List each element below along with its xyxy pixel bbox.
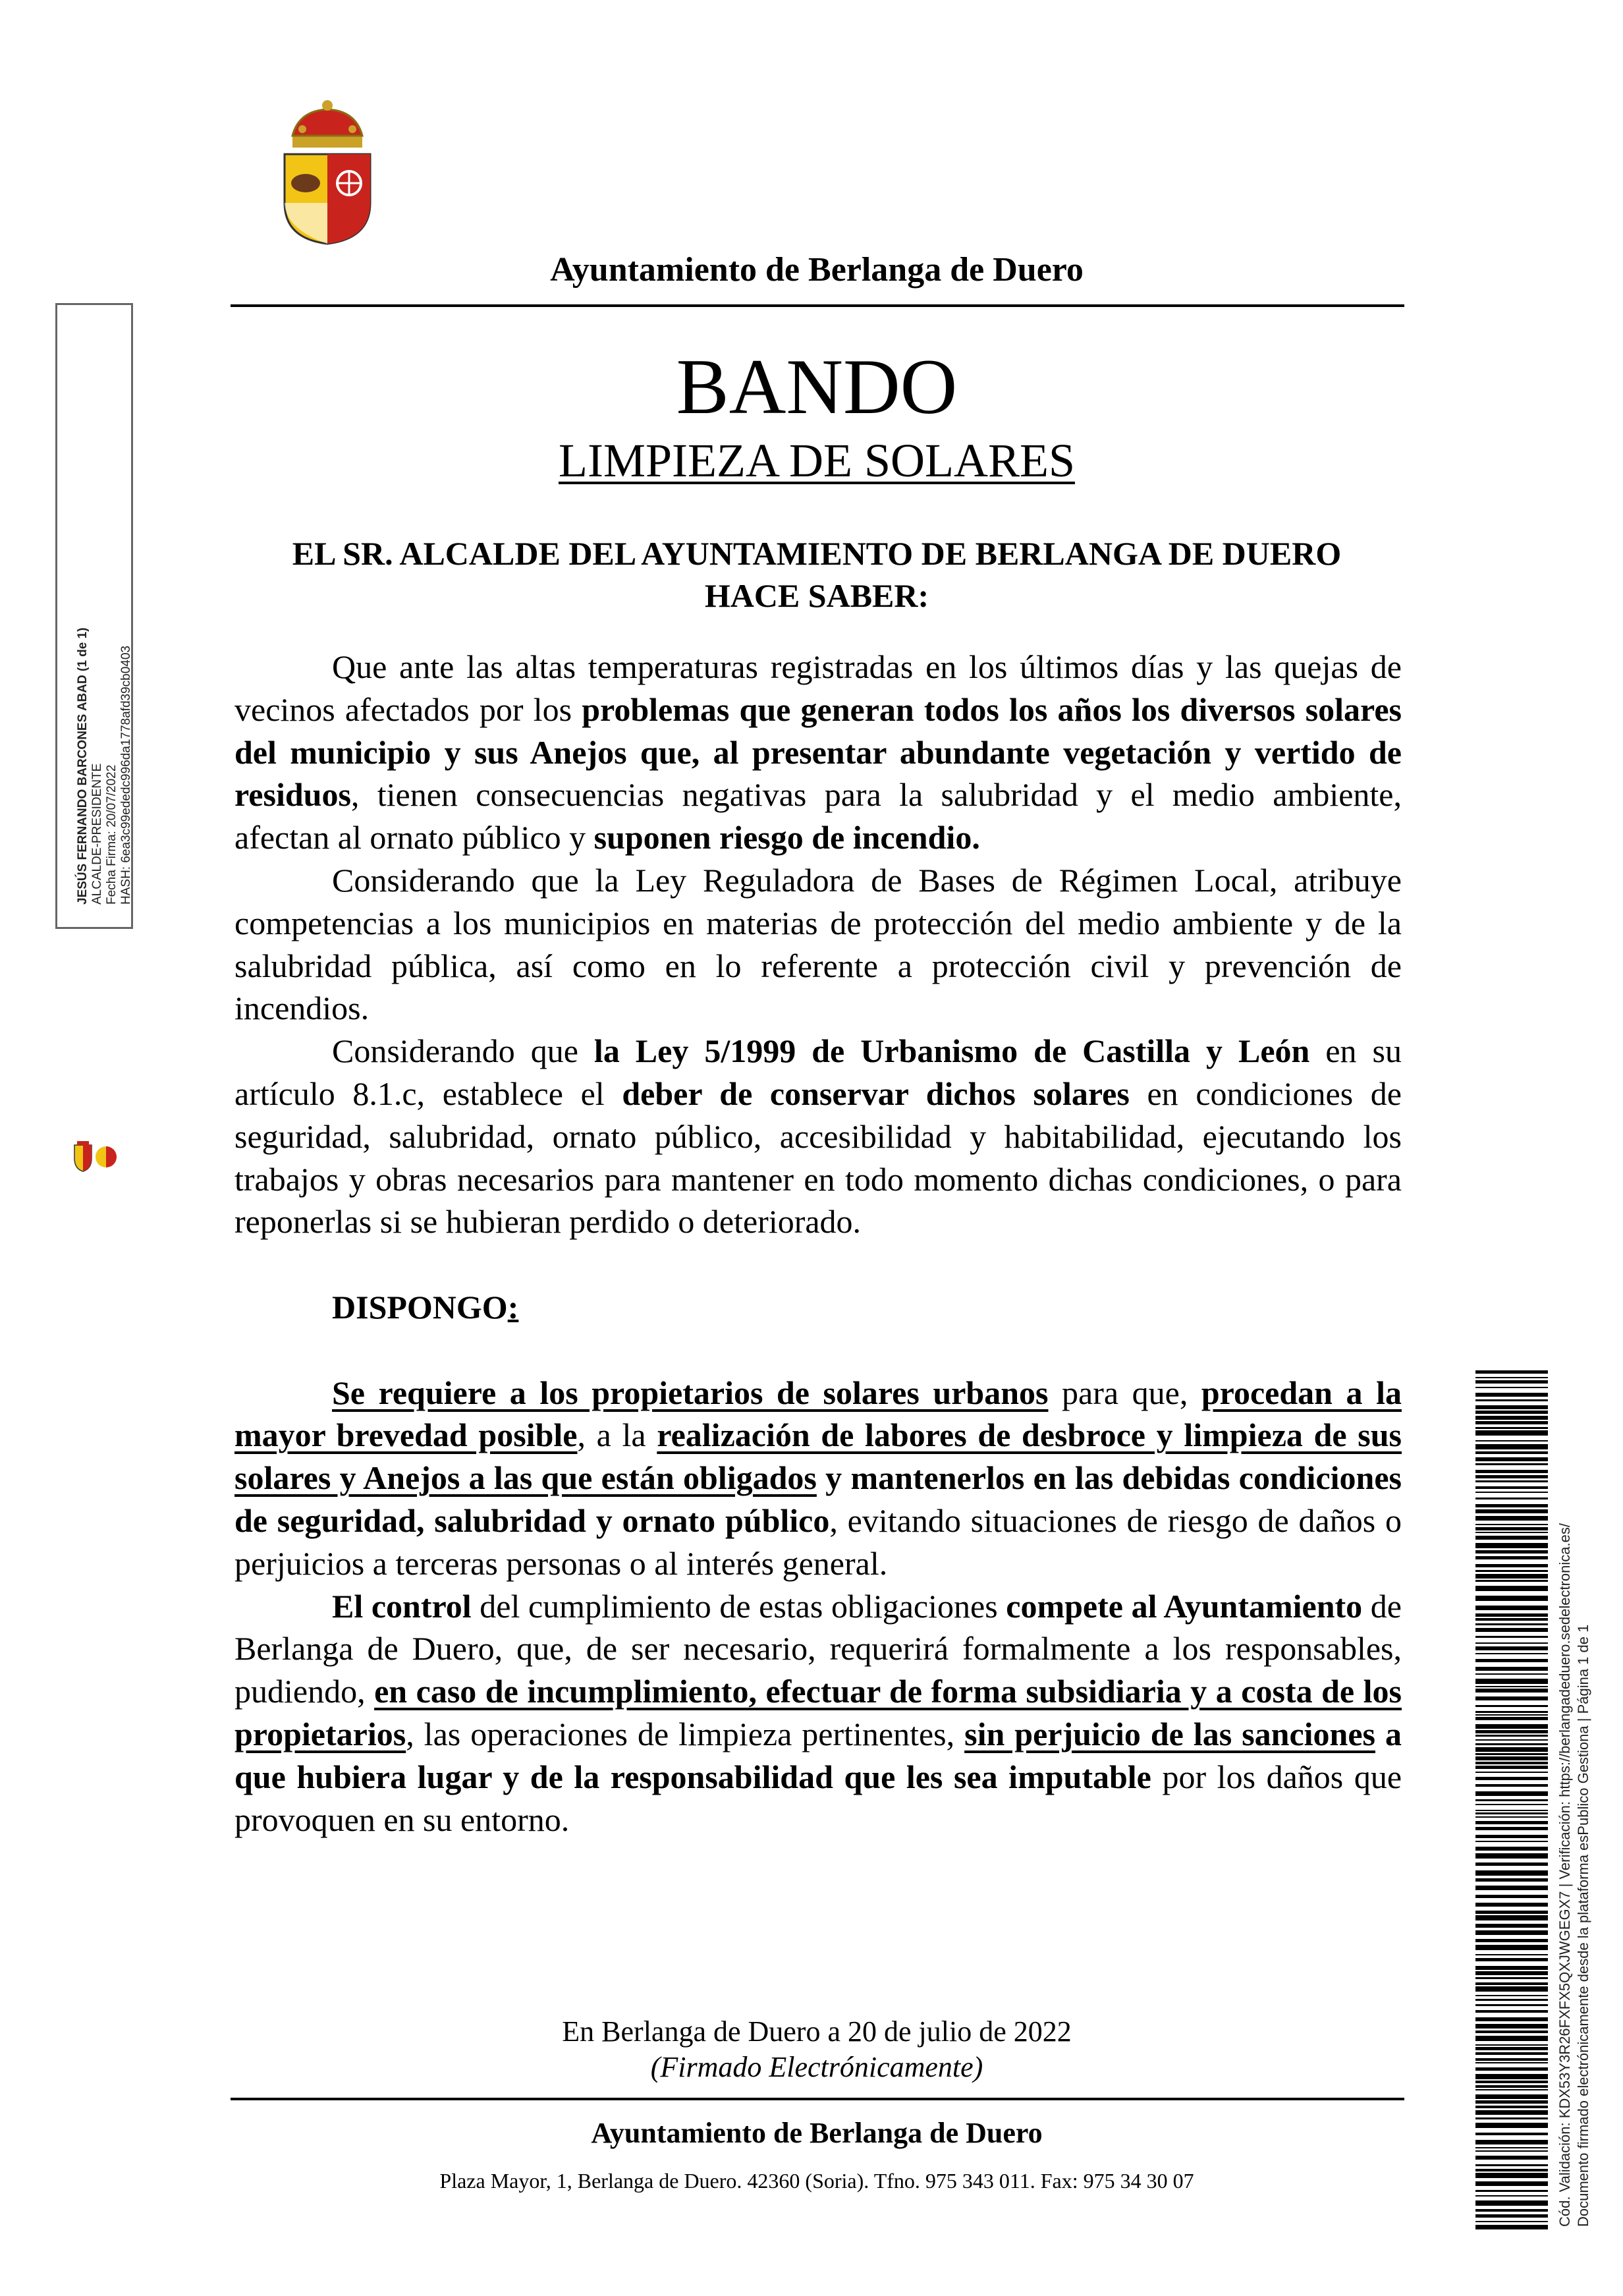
barcode-bar: [1475, 1939, 1548, 1942]
barcode-bar: [1475, 1550, 1548, 1554]
barcode-bar: [1475, 2030, 1548, 2033]
barcode-bar: [1475, 1475, 1548, 1478]
barcode-bar: [1475, 1667, 1548, 1671]
p3-text-3: en condiciones de seguridad, salubridad, ornato público, accesibilidad y habitabilidad, ejecutando los trabajos y obras necesarios para mantener en todo momento dichas condiciones, o para reponerlas si se hubieran perdido o deteriorado.: [234, 1075, 1402, 1241]
barcode-bar: [1475, 1524, 1548, 1525]
barcode-bar: [1475, 1387, 1548, 1388]
barcode-bar: [1475, 1895, 1548, 1898]
spacer: [234, 1243, 1402, 1286]
document-body: [234, 646, 1402, 1841]
barcode-bar: [1475, 1756, 1548, 1760]
barcode-bar: [1475, 1853, 1548, 1859]
barcode-bar: [1475, 1924, 1548, 1928]
barcode-bar: [1475, 1486, 1548, 1489]
barcode-bar: [1475, 1686, 1548, 1687]
stamp-text: [76, 338, 134, 905]
barcode-bar: [1475, 2010, 1548, 2013]
barcode-bar: [1475, 1911, 1548, 1914]
barcode-bar: [1475, 1735, 1548, 1737]
p4-text: para que,: [1048, 1374, 1201, 1411]
barcode-bar: [1475, 1821, 1548, 1824]
barcode-bar: [1475, 1714, 1548, 1716]
barcode-bar: [1475, 2081, 1548, 2083]
barcode-bar: [1475, 1799, 1548, 1801]
barcode-bar: [1475, 1536, 1548, 1540]
signature-date: En Berlanga de Duero a 20 de julio de 2022: [562, 2015, 1072, 2048]
signature-stamp: [55, 303, 133, 929]
barcode-bar: [1475, 1498, 1548, 1499]
subtitle-text: LIMPIEZA DE SOLARES: [558, 434, 1076, 487]
signature-note: (Firmado Electrónicamente): [650, 2051, 983, 2083]
barcode-bar: [1475, 2044, 1548, 2046]
barcode-bar: [1475, 2123, 1548, 2128]
barcode-bar: [1475, 1977, 1548, 1979]
barcode-bar: [1475, 1480, 1548, 1482]
barcode-bar: [1475, 1804, 1548, 1805]
barcode-bar: [1475, 1915, 1548, 1920]
barcode-bar: [1475, 1930, 1548, 1935]
barcode-bar: [1475, 2221, 1548, 2222]
barcode-bar: [1475, 1659, 1548, 1662]
barcode-bar: [1475, 2085, 1548, 2088]
barcode-bar: [1475, 1743, 1548, 1745]
barcode-bar: [1475, 1739, 1548, 1741]
barcode-bar: [1475, 2225, 1548, 2229]
barcode-bar: [1475, 1570, 1548, 1572]
barcode-bar: [1475, 2156, 1548, 2160]
barcode-bar: [1475, 1766, 1548, 1769]
p5-bold: El control: [332, 1587, 472, 1625]
footer-organization: Ayuntamiento de Berlanga de Duero: [591, 2117, 1043, 2149]
municipal-crest-icon: [266, 98, 389, 248]
barcode-bar: [1475, 2024, 1548, 2029]
barcode-bar: [1475, 2195, 1548, 2197]
p5-text: del cumplimiento de estas obligaciones: [471, 1587, 1006, 1625]
barcode-bar: [1475, 1878, 1548, 1882]
paragraph-4: [234, 1372, 1402, 1585]
barcode-bar: [1475, 1870, 1548, 1876]
barcode-bar: [1475, 1986, 1548, 1992]
barcode-bar: [1475, 1945, 1548, 1950]
barcode-bar: [1475, 2036, 1548, 2041]
barcode-bar: [1475, 2004, 1548, 2006]
verification-code: Cód. Validación: KDX53Y3R26FXFX5QXJWGEGX7 | Verificación: https://berlangadeduero.sedelectronica.es/: [1556, 1523, 1573, 2227]
p1-bold: problemas que generan todos los años los diversos solares del municipio y sus Anejos que, al presentar abundante vegetación y vertido de residuos: [234, 690, 1402, 814]
barcode-bar: [1475, 1679, 1548, 1684]
intro-line-1: EL SR. ALCALDE DEL AYUNTAMIENTO DE BERLANGA DE DUERO: [292, 535, 1342, 572]
barcode-bar: [1475, 1427, 1548, 1429]
barcode-bar: [1475, 1999, 1548, 2001]
intro-line-2: HACE SABER:: [704, 577, 929, 614]
p1-text-2: , tienen consecuencias negativas para la salubridad y el medio ambiente, afectan al ornato público y: [234, 776, 1402, 856]
barcode-bar: [1475, 1504, 1548, 1507]
barcode-bar: [1475, 1642, 1548, 1644]
barcode-bar: [1475, 1421, 1548, 1424]
barcode-bar: [1475, 1772, 1548, 1773]
barcode-bar: [1475, 2214, 1548, 2218]
barcode-bar: [1475, 1532, 1548, 1533]
p5-bold-underline-2: sin perjuicio de las sanciones: [964, 1715, 1376, 1752]
barcode-bar: [1475, 1784, 1548, 1787]
barcode-bar: [1475, 2181, 1548, 2186]
paragraph-1: [234, 646, 1402, 859]
barcode-bar: [1475, 2017, 1548, 2021]
barcode-bar: [1475, 1730, 1548, 1733]
barcode-bar: [1475, 2200, 1548, 2206]
verification-text: [1556, 1351, 1593, 2227]
barcode-bar: [1475, 2117, 1548, 2119]
barcode-bar: [1475, 1440, 1548, 1442]
barcode-bar: [1475, 1847, 1548, 1851]
p3-bold-2: deber de conservar dichos solares: [622, 1075, 1130, 1112]
barcode-bar: [1475, 1673, 1548, 1675]
intro-block: [231, 532, 1403, 617]
barcode-bar: [1475, 2169, 1548, 2171]
p3-text: Considerando que: [332, 1032, 594, 1070]
barcode-bar: [1475, 2140, 1548, 2144]
barcode-bar: [1475, 1886, 1548, 1890]
barcode-bar: [1475, 1711, 1548, 1713]
barcode-bar: [1475, 2133, 1548, 2135]
barcode-bar: [1475, 1954, 1548, 1955]
barcode-bar: [1475, 2147, 1548, 2148]
barcode-bar: [1475, 1653, 1548, 1654]
header-organization: Ayuntamiento de Berlanga de Duero: [550, 251, 1084, 289]
barcode-bar: [1475, 1463, 1548, 1465]
barcode-bar: [1475, 1958, 1548, 1961]
document-subtitle: [231, 434, 1403, 488]
barcode-bar: [1475, 1411, 1548, 1414]
p1-text: Que ante las altas temperaturas registradas en los últimos días y las quejas de vecinos afectados por los: [234, 648, 1402, 728]
barcode-bar: [1475, 2094, 1548, 2099]
p5-bold-3: a que hubiera lugar y de la responsabilidad que les sea imputable: [234, 1715, 1402, 1795]
barcode-bar: [1475, 1370, 1548, 1374]
barcode-bar: [1475, 2067, 1548, 2071]
p5-bold-2: compete al Ayuntamiento: [1006, 1587, 1363, 1625]
barcode-bar: [1475, 2100, 1548, 2104]
barcode-bar: [1475, 1862, 1548, 1866]
footer-rule: [231, 2098, 1404, 2100]
p5-text-2: de Berlanga de Duero, que, de ser necesario, requerirá formalmente a los responsables, pudiendo,: [234, 1587, 1402, 1710]
p4-bold: y mantenerlos en las debidas condiciones de seguridad, salubridad y ornato público: [234, 1459, 1402, 1539]
barcode-bar: [1475, 1971, 1548, 1975]
barcode-bar: [1475, 1791, 1548, 1796]
barcode-bar: [1475, 1457, 1548, 1461]
p5-text-4: por los daños que provoquen en su entorno.: [234, 1758, 1402, 1838]
barcode-bar: [1475, 2089, 1548, 2090]
p1-bold-2: suponen riesgo de incendio.: [593, 819, 980, 856]
barcode-bar: [1475, 2164, 1548, 2166]
barcode-bar: [1475, 1623, 1548, 1625]
p4-text-3: , evitando situaciones de riesgo de daños o perjuicios a terceras personas o al interés general.: [234, 1501, 1402, 1582]
barcode-bar: [1475, 1556, 1548, 1559]
barcode-bar: [1475, 2209, 1548, 2212]
p5-text-3: , las operaciones de limpieza pertinentes,: [406, 1715, 965, 1752]
barcode-bar: [1475, 1827, 1548, 1830]
stamp-crest-icon: [72, 1138, 118, 1179]
barcode-bar: [1475, 1574, 1548, 1579]
barcode-bar: [1475, 1405, 1548, 1409]
dispongo-heading: [234, 1286, 1402, 1329]
barcode-bar: [1475, 2052, 1548, 2055]
header-rule: [231, 304, 1404, 307]
barcode-bar: [1475, 1982, 1548, 1985]
p4-text-2: , a la: [577, 1416, 657, 1454]
verification-platform: Documento firmado electrónicamente desde la plataforma esPublico Gestiona | Página 1 de 1: [1575, 1624, 1591, 2227]
paragraph-2: Considerando que la Ley Reguladora de Bases de Régimen Local, atribuye competencias a los municipios en materias de protección del medio ambiente y de la salubridad pública, así como en lo referente a protección civil y prevención de incendios.: [234, 861, 1402, 1027]
barcode-bar: [1475, 1596, 1548, 1601]
barcode-bar: [1475, 2190, 1548, 2192]
barcode-bar: [1475, 1810, 1548, 1811]
p5-bold-underline: en caso de incumplimiento, efectuar de forma subsidiaria y a costa de los propietarios: [234, 1673, 1402, 1752]
barcode-bar: [1475, 1606, 1548, 1610]
barcode-bar: [1475, 1747, 1548, 1752]
barcode-bar: [1475, 1399, 1548, 1401]
barcode-bar: [1475, 1816, 1548, 1818]
barcode-bar: [1475, 1380, 1548, 1384]
barcode-bar: [1475, 1636, 1548, 1638]
barcode-bar: [1475, 1646, 1548, 1650]
barcode-bar: [1475, 1451, 1548, 1454]
barcode-bar: [1475, 1470, 1548, 1473]
barcode-bar: [1475, 2150, 1548, 2152]
paragraph-5: [234, 1585, 1402, 1841]
barcode-bar: [1475, 1966, 1548, 1970]
barcode-bar: [1475, 1841, 1548, 1842]
barcode-bar: [1475, 1416, 1548, 1420]
document-title: BANDO: [676, 343, 958, 430]
dispongo-colon: :: [507, 1288, 519, 1326]
barcode-bar: [1475, 2062, 1548, 2063]
dispongo-text: DISPONGO: [332, 1288, 508, 1326]
barcode-bar: [1475, 1430, 1548, 1436]
barcode-bar: [1475, 2058, 1548, 2061]
barcode-bar: [1475, 1377, 1548, 1378]
barcode-bar: [1475, 2047, 1548, 2050]
stamp-signer: JESÚS FERNANDO BARCONES ABAD (1 de 1): [76, 627, 90, 905]
validation-barcode: [1475, 1370, 1548, 2231]
p4-bold-underline: Se requiere a los propietarios de solares urbanos: [332, 1374, 1049, 1411]
barcode-bar: [1475, 2173, 1548, 2178]
footer-address: Plaza Mayor, 1, Berlanga de Duero. 42360 (Soria). Tfno. 975 343 011. Fax: 975 34 30 07: [439, 2169, 1194, 2193]
barcode-bar: [1475, 1777, 1548, 1780]
stamp-hash: HASH: 6ea3c99ededc996da1778afd39cb0403: [119, 646, 133, 905]
paragraph-3: [234, 1030, 1402, 1243]
barcode-bar: [1475, 1618, 1548, 1621]
stamp-role: ALCALDE-PRESIDENTE: [90, 763, 104, 905]
barcode-bar: [1475, 1812, 1548, 1814]
barcode-bar: [1475, 1564, 1548, 1567]
barcode-bar: [1475, 1543, 1548, 1548]
barcode-bar: [1475, 1628, 1548, 1632]
barcode-bar: [1475, 1753, 1548, 1755]
spacer: [234, 1329, 1402, 1372]
barcode-bar: [1475, 1393, 1548, 1397]
barcode-bar: [1475, 1689, 1548, 1693]
barcode-bar: [1475, 1586, 1548, 1591]
barcode-bar: [1475, 1580, 1548, 1582]
barcode-bar: [1475, 1492, 1548, 1493]
barcode-bar: [1475, 1835, 1548, 1838]
barcode-bar: [1475, 1995, 1548, 1996]
barcode-bar: [1475, 1509, 1548, 1513]
barcode-bar: [1475, 1444, 1548, 1449]
p3-bold: la Ley 5/1999 de Urbanismo de Castilla y León: [593, 1032, 1310, 1070]
barcode-bar: [1475, 1613, 1548, 1617]
barcode-bar: [1475, 1527, 1548, 1530]
p4-bold-underline-2: procedan a la mayor brevedad posible: [234, 1374, 1402, 1454]
p4-bold-underline-3: realización de labores de desbroce y limpieza de sus solares y Anejos a las que están obligados: [234, 1416, 1402, 1497]
barcode-bar: [1475, 1724, 1548, 1729]
p3-text-2: en su artículo 8.1.c, establece el: [234, 1032, 1402, 1112]
barcode-bar: [1475, 1717, 1548, 1720]
barcode-bar: [1475, 2074, 1548, 2079]
stamp-date: Fecha Firma: 20/07/2022: [105, 764, 119, 905]
barcode-bar: [1475, 1696, 1548, 1700]
barcode-bar: [1475, 1516, 1548, 1521]
barcode-bar: [1475, 2106, 1548, 2108]
barcode-bar: [1475, 1762, 1548, 1764]
barcode-bar: [1475, 1903, 1548, 1907]
barcode-bar: [1475, 2110, 1548, 2115]
barcode-bar: [1475, 1705, 1548, 1707]
